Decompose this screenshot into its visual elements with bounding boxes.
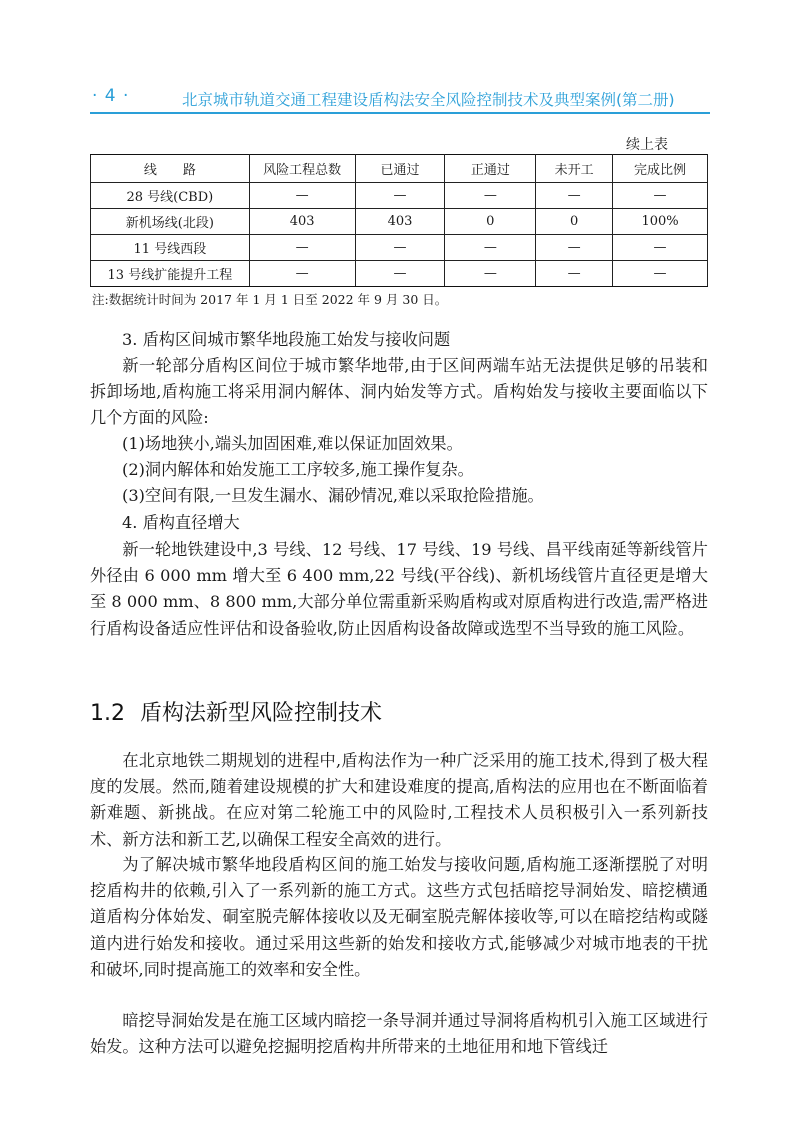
table-row	[91, 209, 708, 235]
book-title: 北京城市轨道交通工程建设盾构法安全风险控制技术及典型案例(第二册)	[182, 91, 675, 109]
header-rule	[90, 112, 710, 114]
table-cell: —	[536, 235, 613, 261]
table-cell: —	[249, 235, 355, 261]
column-header: 已通过	[355, 155, 445, 183]
table-cell: 100%	[613, 209, 708, 235]
column-header: 风险工程总数	[249, 155, 355, 183]
column-header: 线 路	[91, 155, 250, 183]
list-item: (3)空间有限,一旦发生漏水、漏砂情况,难以采取抢险措施。	[122, 486, 544, 505]
table-cell: —	[249, 183, 355, 209]
continued-label: 续上表	[626, 137, 668, 153]
paragraph-3: 新一轮部分盾构区间位于城市繁华地带,由于区间两端车站无法提供足够的吊装和拆卸场地,盾构施工将采用洞内解体、洞内始发等方式。盾构始发与接收主要面临以下几个方面的风险:	[90, 356, 708, 428]
subheading-4: 4. 盾构直径增大	[122, 513, 240, 532]
table-cell: —	[355, 235, 445, 261]
section-paragraph: 暗挖导洞始发是在施工区域内暗挖一条导洞并通过导洞将盾构机引入施工区域进行始发。这种方法可以避免挖掘明挖盾构井所带来的土地征用和地下管线迁	[90, 1011, 708, 1057]
table-cell: —	[445, 183, 536, 209]
table-note: 注:数据统计时间为 2017 年 1 月 1 日至 2022 年 9 月 30 日。	[92, 292, 448, 307]
table-cell: —	[249, 261, 355, 287]
section-paragraph: 为了解决城市繁华地段盾构区间的施工始发与接收问题,盾构施工逐渐摆脱了对明挖盾构井的依赖,引入了一系列新的施工方式。这些方式包括暗挖导洞始发、暗挖横通道盾构分体始发、硐室脱壳解体接收以及无硐室脱壳解体接收等,可以在暗挖结构或隧道内进行始发和接收。通过采用这些新的始发和接收方式,能够减少对城市地表的干扰和破坏,同时提高施工的效率和安全性。	[90, 855, 708, 979]
table-cell: —	[613, 261, 708, 287]
column-header: 完成比例	[613, 155, 708, 183]
running-header	[92, 86, 704, 108]
section-number: 1.2	[90, 701, 125, 726]
table-cell: 403	[355, 209, 445, 235]
table-header-row	[91, 155, 708, 183]
table-cell: 13 号线扩能提升工程	[91, 261, 250, 287]
list-item: (1)场地狭小,端头加固困难,难以保证加固效果。	[122, 434, 463, 453]
table-cell: —	[536, 261, 613, 287]
section-title: 盾构法新型风险控制技术	[140, 701, 383, 726]
paragraph-4: 新一轮地铁建设中,3 号线、12 号线、17 号线、19 号线、昌平线南延等新线管片外径由 6 000 mm 增大至 6 400 mm,22 号线(平谷线)、新机场线管片直径更是增大至 8 000 mm、8 800 mm,大部分单位需重新采购盾构或对原盾构进行改造,需严格进行盾构设备适应性评估和设备验收,防止因盾构设备故障或选型不当导致的施工风险。	[90, 540, 708, 638]
subheading-3: 3. 盾构区间城市繁华地段施工始发与接收问题	[122, 330, 451, 349]
table-row	[91, 183, 708, 209]
table-cell: 28 号线(CBD)	[91, 183, 250, 209]
table-cell: 0	[445, 209, 536, 235]
column-header: 正通过	[445, 155, 536, 183]
table-cell: —	[613, 235, 708, 261]
table-cell: —	[355, 261, 445, 287]
section-paragraph: 在北京地铁二期规划的进程中,盾构法作为一种广泛采用的施工技术,得到了极大程度的发展。然而,随着建设规模的扩大和建设难度的提高,盾构法的应用也在不断面临着新难题、新挑战。在应对第二轮施工中的风险时,工程技术人员积极引入一系列新技术、新方法和新工艺,以确保工程安全高效的进行。	[90, 751, 708, 849]
table-cell: 403	[249, 209, 355, 235]
list-item: (2)洞内解体和始发施工工序较多,施工操作复杂。	[122, 460, 474, 479]
table-row	[91, 235, 708, 261]
column-header: 未开工	[536, 155, 613, 183]
risk-table	[90, 154, 708, 287]
table-cell: 新机场线(北段)	[91, 209, 250, 235]
table-cell: 0	[536, 209, 613, 235]
page-number: · 4 ·	[92, 86, 130, 106]
table-cell: —	[445, 235, 536, 261]
table-cell: —	[445, 261, 536, 287]
table-cell: —	[613, 183, 708, 209]
table-cell: —	[355, 183, 445, 209]
table-cell: —	[536, 183, 613, 209]
table-row	[91, 261, 708, 287]
section-heading	[90, 696, 382, 727]
table-cell: 11 号线西段	[91, 235, 250, 261]
